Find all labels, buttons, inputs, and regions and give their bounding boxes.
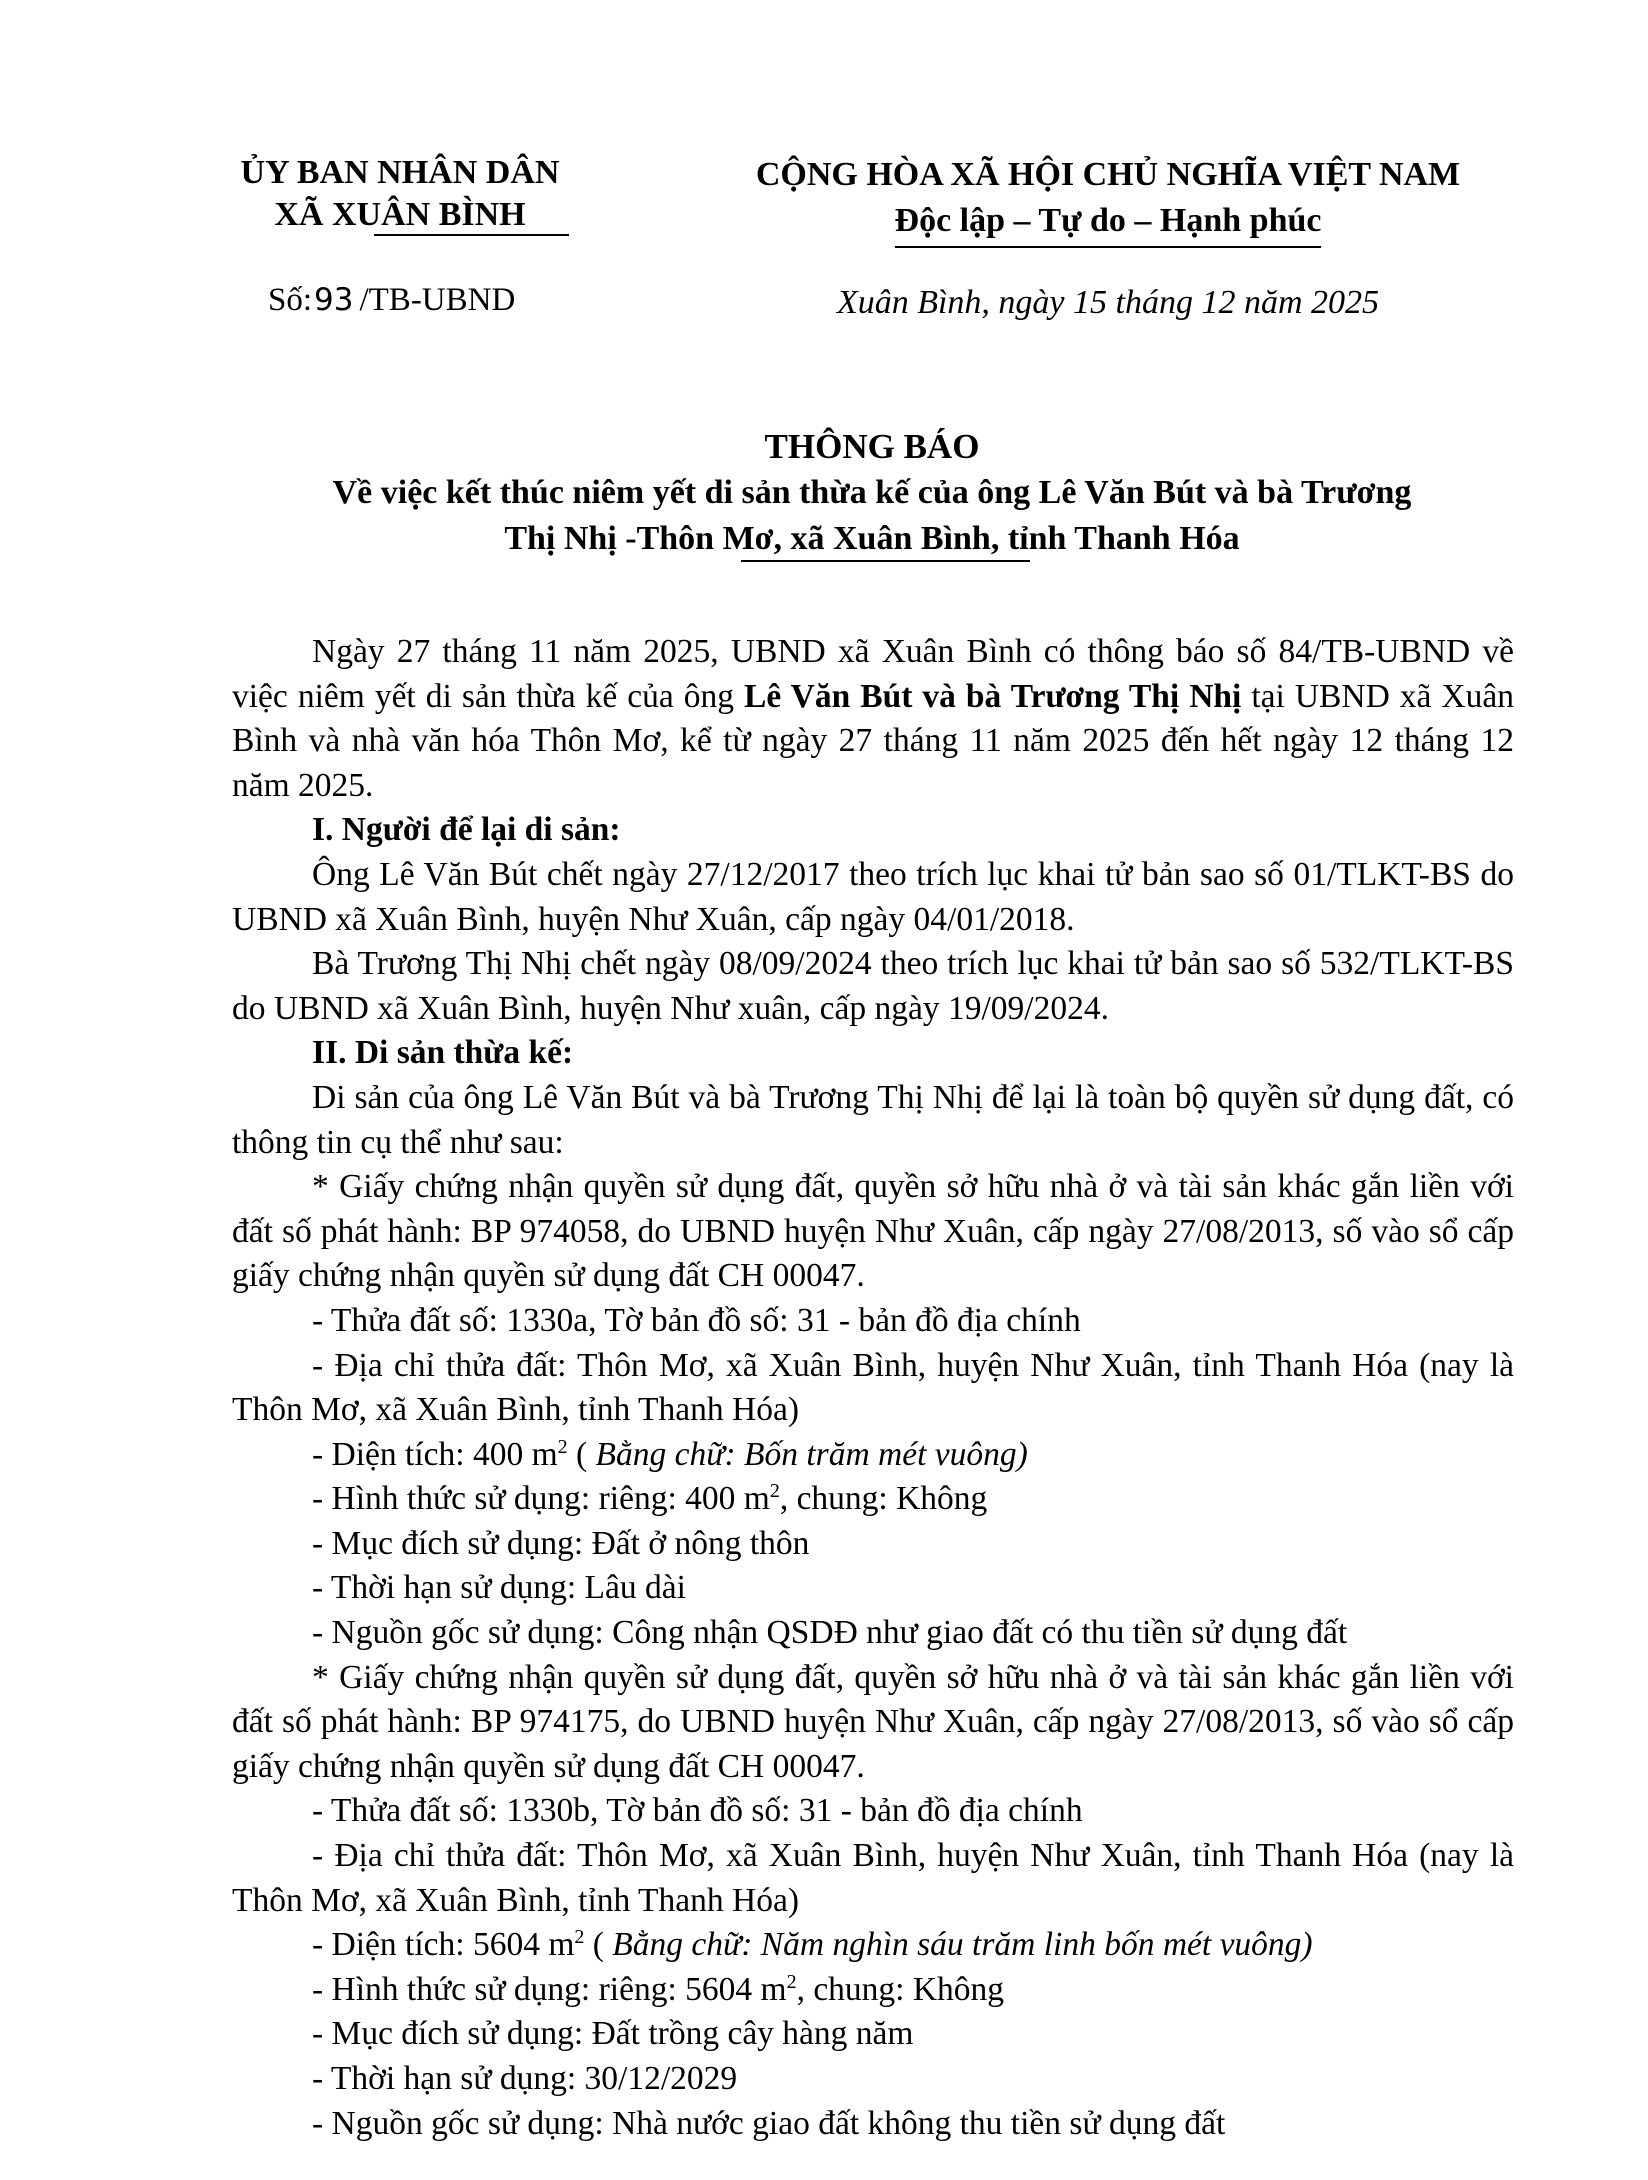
certificate-1-parcel: - Thửa đất số: 1330a, Tờ bản đồ số: 31 - bản đồ địa chính	[312, 1301, 1081, 1339]
subtitle-part-a: Thị Nhị -	[504, 520, 637, 557]
area-1-paren: (	[567, 1435, 596, 1473]
area-1-words: Bằng chữ: Bốn trăm mét vuông)	[595, 1435, 1028, 1473]
agency-line-1: ỦY BAN NHÂN DÂN	[240, 154, 560, 191]
section-1-paragraph-2: Bà Trương Thị Nhị chết ngày 08/09/2024 theo trích lục khai tử bản sao số 532/TLKT-BS do UBND xã Xuân Bình, huyện Như xuân, cấp ngày 19/09/2024.	[232, 945, 1514, 1027]
certificate-1-purpose: - Mục đích sử dụng: Đất ở nông thôn	[312, 1524, 810, 1562]
republic-name: CỘNG HÒA XÃ HỘI CHỦ NGHĨA VIỆT NAM	[755, 156, 1461, 193]
national-motto	[895, 198, 1322, 244]
intro-deceased-names: Lê Văn Bút và bà Trương Thị Nhị	[744, 677, 1242, 715]
subtitle-underline	[741, 560, 1031, 562]
agency-line-2	[274, 194, 525, 236]
certificate-1-origin: - Nguồn gốc sử dụng: Công nhận QSDĐ như giao đất có thu tiền sử dụng đất	[312, 1614, 1348, 1652]
section-1-paragraph-1: Ông Lê Văn Bút chết ngày 27/12/2017 theo trích lục khai tử bản sao số 01/TLKT-BS do UBND xã Xuân Bình, huyện Như Xuân, cấp ngày 04/01/2018.	[232, 855, 1514, 938]
title-subtitle-line-2	[230, 516, 1514, 562]
certificate-2-term: - Thời hạn sử dụng: 30/12/2029	[312, 2060, 738, 2097]
usage-1-suffix: , chung: Không	[779, 1480, 988, 1518]
intro-text-2: tại UBND xã Xuân Bình và nhà văn hóa Thôn Mơ, kể từ ngày 27 tháng 11 năm 2025 đến hết ngày 12 tháng 12 năm 2025.	[232, 677, 1514, 804]
agency-line-2-text: XÃ XUÂN BÌNH	[274, 196, 526, 233]
subtitle-part-b: Thôn Mơ, xã Xuân Bình, tỉnh	[636, 520, 1067, 557]
title-subtitle-line-1: Về việc kết thúc niêm yết di sản thừa kế của ông Lê Văn Bút và bà Trương	[332, 474, 1412, 511]
usage-2-suffix: , chung: Không	[796, 1970, 1005, 2008]
area-2-paren: (	[584, 1926, 613, 1964]
number-value: 93	[314, 282, 354, 318]
usage-1-sup: 2	[769, 1480, 780, 1503]
agency-underline	[374, 234, 569, 236]
certificate-1-description: * Giấy chứng nhận quyền sử dụng đất, quyền sở hữu nhà ở và tài sản khác gắn liền với đất số phát hành: BP 974058, do UBND huyện Như Xuân, cấp ngày 27/08/2013, số vào sổ cấp giấy chứng nhận quyền sử dụng đất CH 00047.	[232, 1168, 1514, 1295]
motto-underline	[895, 246, 1322, 248]
certificate-2-description: * Giấy chứng nhận quyền sử dụng đất, quyền sở hữu nhà ở và tài sản khác gắn liền với đất số phát hành: BP 974175, do UBND huyện Như Xuân, cấp ngày 27/08/2013, số vào sổ cấp giấy chứng nhận quyền sử dụng đất CH 00047.	[232, 1658, 1514, 1785]
certificate-1-area	[232, 1433, 1514, 1478]
area-2-sup: 2	[574, 1926, 585, 1949]
place-date: Xuân Bình, ngày 15 tháng 12 năm 2025	[836, 284, 1380, 321]
certificate-2-usage	[232, 1968, 1514, 2013]
issuing-agency	[180, 152, 620, 236]
motto-text: Độc lập – Tự do – Hạnh phúc	[894, 202, 1322, 239]
section-1-heading: I. Người để lại di sản:	[312, 811, 621, 849]
number-suffix: /TB-UBND	[359, 282, 516, 318]
certificate-1-usage	[232, 1477, 1514, 1522]
certificate-2-purpose: - Mục đích sử dụng: Đất trồng cây hàng năm	[312, 2015, 914, 2053]
certificate-2-address: - Địa chỉ thửa đất: Thôn Mơ, xã Xuân Bình, huyện Như Xuân, tỉnh Thanh Hóa (nay là Thôn Mơ, xã Xuân Bình, tỉnh Thanh Hóa)	[232, 1837, 1514, 1919]
subtitle-part-b-underlined	[637, 516, 1067, 562]
area-2-words: Bằng chữ: Năm nghìn sáu trăm linh bốn mét vuông)	[612, 1926, 1313, 1964]
number-prefix: Số:	[268, 282, 313, 318]
usage-2-sup: 2	[786, 1970, 797, 1993]
certificate-2-area	[232, 1923, 1514, 1968]
certificate-1-term: - Thời hạn sử dụng: Lâu dài	[312, 1569, 686, 1607]
area-1-prefix: - Diện tích: 400 m	[312, 1435, 558, 1473]
usage-2-prefix: - Hình thức sử dụng: riêng: 5604 m	[312, 1970, 787, 2008]
title-heading: THÔNG BÁO	[764, 427, 980, 466]
intro-text-1: Ngày 27 tháng 11 năm 2025, UBND xã Xuân Bình có thông báo số 84/TB-UBND về việc niêm yết di sản thừa kế của ông	[232, 633, 1514, 715]
area-2-prefix: - Diện tích: 5604 m	[312, 1926, 575, 1964]
notice-body	[232, 630, 1514, 2146]
subtitle-part-c: Thanh Hóa	[1066, 520, 1240, 557]
notice-title	[230, 424, 1514, 562]
section-2-intro: Di sản của ông Lê Văn Bút và bà Trương Thị Nhị để lại là toàn bộ quyền sử dụng đất, có thông tin cụ thể như sau:	[232, 1078, 1514, 1161]
national-heading	[718, 152, 1498, 244]
section-2-heading: II. Di sản thừa kế:	[312, 1034, 574, 1072]
certificate-2-parcel: - Thửa đất số: 1330b, Tờ bản đồ số: 31 - bản đồ địa chính	[312, 1792, 1083, 1830]
area-1-sup: 2	[557, 1435, 568, 1458]
certificate-1-address: - Địa chỉ thửa đất: Thôn Mơ, xã Xuân Bình, huyện Như Xuân, tỉnh Thanh Hóa (nay là Thôn Mơ, xã Xuân Bình, tỉnh Thanh Hóa)	[232, 1346, 1514, 1429]
intro-paragraph	[232, 630, 1514, 808]
document-number	[268, 282, 515, 319]
certificate-2-origin: - Nguồn gốc sử dụng: Nhà nước giao đất không thu tiền sử dụng đất	[312, 2104, 1226, 2142]
usage-1-prefix: - Hình thức sử dụng: riêng: 400 m	[312, 1480, 770, 1518]
